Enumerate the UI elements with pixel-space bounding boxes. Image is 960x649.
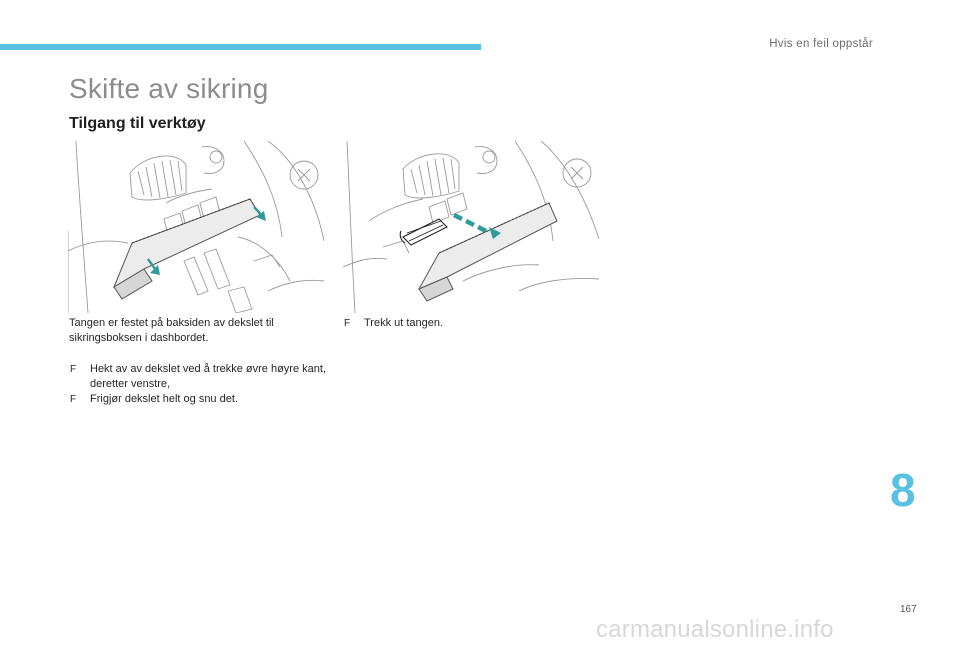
chapter-number: 8 [890, 464, 916, 516]
step-marker-icon: F [344, 318, 351, 329]
intro-paragraph: Tangen er festet på baksiden av dekslet til sikringsboksen i dashbordet. [69, 317, 274, 344]
watermark: carmanualsonline.info [596, 616, 834, 643]
step-marker-icon: F [70, 364, 77, 375]
section-header-label: Hvis en feil oppstår [769, 38, 873, 50]
dashboard-cover-removal-illustration [68, 141, 324, 313]
step-item [343, 316, 573, 331]
step-item [69, 362, 331, 392]
step-text: Frigjør dekslet helt og snu det. [90, 393, 238, 405]
step-item [69, 392, 331, 407]
step-text: Hekt av av dekslet ved å trekke øvre høyre kant, deretter venstre, [90, 363, 326, 390]
page-title: Skifte av sikring [69, 73, 269, 104]
tweezers-extraction-illustration [343, 141, 599, 313]
step-text: Trekk ut tangen. [364, 317, 444, 329]
right-step-list [343, 316, 573, 331]
left-step-list [69, 362, 331, 407]
header-accent-bar [0, 44, 481, 50]
page-number: 167 [900, 604, 917, 615]
step-marker-icon: F [70, 394, 77, 405]
section-title: Tilgang til verktøy [69, 115, 206, 132]
